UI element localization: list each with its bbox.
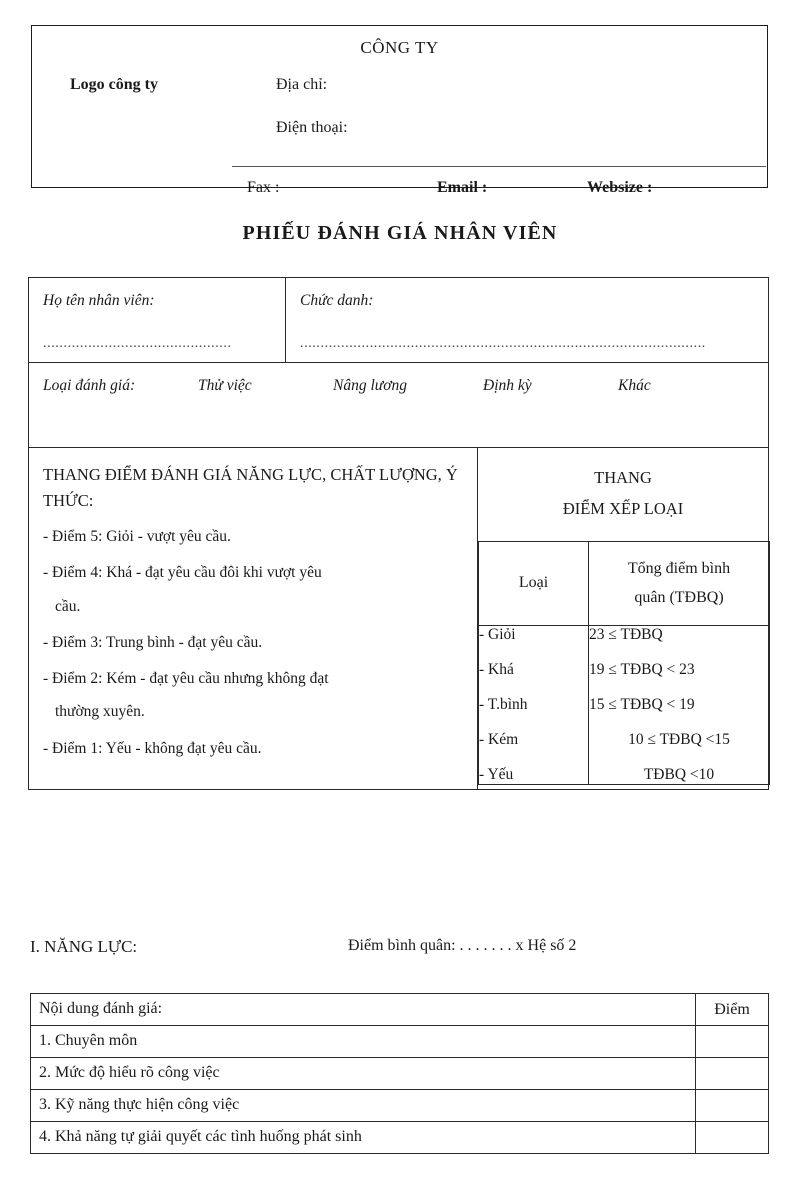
employee-position-label: Chức danh: [300,292,374,309]
section-one-average-label: Điểm bình quân: . . . . . . . x Hệ số 2 [348,937,577,954]
criteria-col-header-content: Nội dung đánh giá: [31,994,696,1026]
ranking-scale-title-line1: THANG [594,468,652,487]
evaluation-type-row [29,363,769,448]
criteria-row-1-score[interactable] [696,1026,769,1058]
score-scale-cell [29,448,478,790]
table-row [31,1026,769,1058]
evaluation-type-option-periodic[interactable]: Định kỳ [483,377,532,394]
ranking-col-header-average-line2: quân (TĐBQ) [634,589,724,607]
ranking-col-header-type: Loại [479,541,589,625]
ranking-range-yeu: TĐBQ <10 [643,765,715,783]
company-phone-label: Điện thoại: [276,119,348,136]
ranking-table-body-row [479,625,770,784]
score-scale-item-4 [43,561,461,618]
table-row [31,1058,769,1090]
ranking-scale-cell [478,448,769,790]
section-one-title: I. NĂNG LỰC: [30,937,138,956]
company-title: CÔNG TY [360,38,439,57]
score-scale-heading: THANG ĐIỂM ĐÁNH GIÁ NĂNG LỰC, CHẤT LƯỢNG, Ý THỨC: [43,465,458,510]
score-scale-item-5 [43,525,461,548]
score-scale-item-1-text: - Điểm 1: Yếu - không đạt yêu cầu. [43,739,262,757]
evaluation-type-option-probation[interactable]: Thử việc [198,377,252,394]
criteria-row-3-score[interactable] [696,1090,769,1122]
employee-identity-row [29,278,769,363]
employee-position-dotted-line: ................................................................................................... [300,336,706,351]
criteria-row-4-score[interactable] [696,1122,769,1154]
ranking-type-list [479,625,589,784]
ranking-type-kha: - Khá [479,660,514,678]
ranking-col-header-average [589,541,770,625]
scale-and-ranking-row [29,448,769,790]
table-row [31,1122,769,1154]
criteria-row-2-content: 2. Mức độ hiểu rõ công việc [31,1058,696,1090]
criteria-row-4-content: 4. Khả năng tự giải quyết các tình huống phát sinh [31,1122,696,1154]
ranking-table-header-row [479,541,770,625]
score-scale-item-1 [43,737,461,760]
score-scale-item-4-text: - Điểm 4: Khá - đạt yêu cầu đôi khi vượt yêu [43,564,322,582]
criteria-col-header-score: Điểm [696,994,769,1026]
ranking-type-kem: - Kém [479,730,519,748]
score-scale-item-5-text: - Điểm 5: Giỏi - vượt yêu cầu. [43,528,231,546]
score-scale-item-3-text: - Điểm 3: Trung bình - đạt yêu cầu. [43,633,263,651]
ranking-range-gioi: 23 ≤ TĐBQ [589,625,663,643]
company-address-label: Địa chỉ: [276,76,328,93]
score-scale-item-3 [43,631,461,654]
ranking-scale-title [478,448,768,541]
company-contact-row [247,179,767,205]
ranking-range-list [589,625,770,784]
competency-criteria-table [30,993,769,1154]
company-email-label: Email : [437,179,488,196]
ranking-type-yeu: - Yếu [479,765,514,783]
ranking-range-kha: 19 ≤ TĐBQ < 23 [589,660,695,678]
company-website-label: Websize : [587,179,653,196]
criteria-table-header-row [31,994,769,1026]
score-scale-item-2-text: - Điểm 2: Kém - đạt yêu cầu nhưng không đạt [43,670,329,688]
section-one-header [30,937,770,963]
employee-position-cell[interactable] [286,278,769,363]
criteria-row-1-content: 1. Chuyên môn [31,1026,696,1058]
evaluation-type-option-other[interactable]: Khác [618,377,651,394]
employee-info-and-scale-table [28,277,769,790]
criteria-row-2-score[interactable] [696,1058,769,1090]
document-title: PHIẾU ĐÁNH GIÁ NHÂN VIÊN [242,222,558,244]
criteria-row-3-content: 3. Kỹ năng thực hiện công việc [31,1090,696,1122]
score-scale-item-2 [43,667,461,724]
employee-name-label: Họ tên nhân viên: [43,292,155,309]
company-logo-placeholder: Logo công ty [70,76,158,93]
company-header-box [31,25,768,196]
employee-name-cell[interactable] [29,278,286,363]
score-scale-item-4-continuation: cầu. [55,597,81,615]
ranking-scale-title-line2: ĐIỂM XẾP LOẠI [562,499,684,519]
table-row [31,1090,769,1122]
company-fax-label: Fax : [247,179,280,196]
evaluation-type-cell [29,363,769,448]
evaluation-type-option-raise[interactable]: Nâng lương [333,377,407,394]
score-scale-item-2-continuation: thường xuyên. [55,703,145,721]
evaluation-type-label: Loại đánh giá: [43,377,136,394]
ranking-type-gioi: - Giỏi [479,625,516,643]
ranking-range-kem: 10 ≤ TĐBQ <15 [628,730,730,748]
ranking-col-header-average-line1: Tổng điểm bình [627,559,731,577]
ranking-range-tbinh: 15 ≤ TĐBQ < 19 [589,695,695,713]
ranking-table [478,541,770,785]
header-divider [232,166,766,167]
ranking-type-tbinh: - T.bình [479,695,528,713]
employee-name-dotted-line: .............................................. [43,336,232,351]
